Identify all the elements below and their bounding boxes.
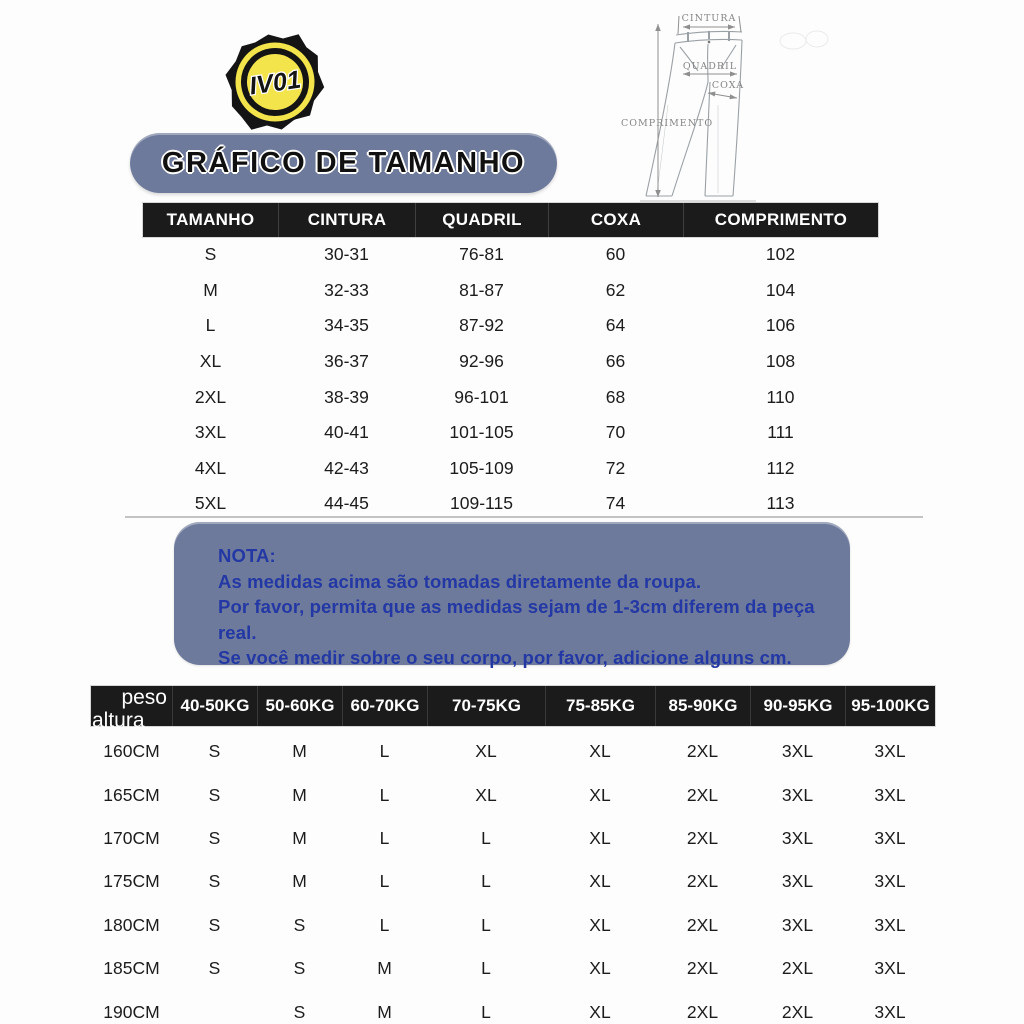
note-title: NOTA: [218, 545, 276, 566]
size-table-cell: 66 [605, 351, 626, 372]
weight-header-cell: 90-95KG [750, 686, 845, 726]
size-table-header-cell: CINTURA [278, 203, 415, 237]
height-label-cell: 170CM [103, 827, 160, 848]
size-value-cell: 3XL [874, 871, 906, 892]
size-table-cell: S [204, 244, 217, 265]
weight-height-table [91, 686, 935, 1024]
size-table-cell: 96-101 [454, 386, 509, 407]
size-value-cell: L [379, 827, 390, 848]
size-table-row [143, 344, 878, 380]
size-value-cell: M [377, 958, 392, 979]
size-table-cell: 101-105 [449, 422, 514, 443]
size-value-cell: 3XL [781, 741, 814, 762]
size-value-cell: L [481, 914, 491, 935]
size-value-cell: L [379, 871, 390, 892]
note-line: Por favor, permita que as medidas sejam de 1-3cm diferem da peça real. [218, 596, 815, 643]
size-table-cell: 70 [605, 422, 626, 443]
size-value-cell: 2XL [781, 958, 814, 979]
size-table-cell: 81-87 [459, 279, 504, 300]
height-label-cell: 160CM [103, 741, 160, 762]
size-value-cell: 3XL [874, 914, 906, 935]
height-label-cell: 185CM [103, 958, 160, 979]
weight-height-row [91, 730, 935, 773]
size-value-cell: 3XL [781, 784, 814, 805]
corner-label-altura: altura [92, 709, 145, 732]
weight-height-row [91, 860, 935, 903]
size-table-cell: 42-43 [324, 457, 369, 478]
weight-height-row [91, 947, 935, 990]
size-value-cell: L [481, 958, 491, 979]
size-table-cell: 4XL [194, 457, 227, 478]
weight-header-cell: 40-50KG [172, 686, 257, 726]
size-table [143, 203, 878, 522]
size-table-row [143, 379, 878, 415]
size-table-cell: 30-31 [324, 244, 369, 265]
size-value-cell: 3XL [781, 871, 814, 892]
size-table-header-cell: COMPRIMENTO [683, 203, 878, 237]
size-value-cell: 3XL [874, 958, 906, 979]
size-table-row [143, 451, 878, 487]
brand-badge [218, 32, 332, 132]
size-table-cell: 5XL [194, 493, 227, 514]
size-value-cell: 2XL [686, 958, 719, 979]
size-table-cell: 38-39 [324, 386, 369, 407]
weight-header-cell: 70-75KG [427, 686, 545, 726]
size-value-cell: 3XL [874, 741, 906, 762]
size-table-header-cell: COXA [548, 203, 683, 237]
weight-height-row [91, 904, 935, 947]
size-value-cell: L [379, 914, 390, 935]
size-value-cell: XL [589, 871, 611, 892]
weight-height-body [91, 726, 935, 1024]
size-table-cell: 105-109 [449, 457, 514, 478]
weight-height-row [91, 990, 935, 1024]
size-table-header-cell: TAMANHO [166, 210, 255, 229]
size-table-cell: 106 [765, 315, 796, 336]
size-value-cell: L [481, 871, 491, 892]
size-table-cell: 110 [766, 386, 795, 407]
size-table-row [143, 273, 878, 309]
size-table-cell: 64 [605, 315, 626, 336]
size-table-cell: XL [199, 351, 222, 372]
size-table-cell: 60 [605, 244, 626, 265]
size-value-cell: 3XL [781, 914, 814, 935]
size-value-cell: XL [589, 827, 611, 848]
size-value-cell: 2XL [686, 827, 719, 848]
size-table-cell: 113 [766, 493, 795, 514]
size-table-cell: 68 [605, 386, 626, 407]
diagram-label-coxa: COXA [711, 80, 745, 91]
badge-label: IV01 [247, 65, 303, 101]
size-value-cell: 3XL [781, 827, 814, 848]
size-value-cell: L [481, 1001, 491, 1022]
size-table-cell: 102 [765, 244, 796, 265]
size-value-cell: S [208, 784, 221, 805]
weight-header-cell: 85-90KG [655, 686, 750, 726]
size-table-row [143, 308, 878, 344]
diagram-label-comprimento: COMPRIMENTO [621, 118, 714, 129]
size-table-cell: 62 [605, 279, 626, 300]
size-table-cell: 36-37 [324, 351, 369, 372]
watermark [780, 31, 828, 49]
size-table-cell: 72 [605, 457, 626, 478]
size-value-cell: 2XL [686, 784, 719, 805]
corner-cell [91, 686, 172, 732]
size-table-cell: 112 [766, 457, 795, 478]
size-value-cell: 2XL [686, 1001, 719, 1022]
size-value-cell: S [293, 958, 306, 979]
size-value-cell: S [208, 958, 221, 979]
size-value-cell: M [292, 741, 307, 762]
size-table-cell: 109-115 [450, 493, 513, 514]
height-label-cell: 190CM [103, 1001, 160, 1022]
size-value-cell: XL [589, 914, 611, 935]
height-label-cell: 165CM [103, 784, 160, 805]
size-value-cell: M [292, 784, 307, 805]
size-table-cell: M [203, 279, 218, 300]
size-value-cell: M [292, 871, 307, 892]
size-table-header-cell: QUADRIL [415, 203, 548, 237]
size-value-cell: 2XL [686, 914, 719, 935]
size-value-cell: 3XL [874, 827, 906, 848]
size-value-cell: XL [589, 1001, 611, 1022]
size-table-cell: 92-96 [459, 351, 504, 372]
weight-height-header [91, 686, 935, 732]
size-table-cell: L [205, 315, 216, 336]
size-value-cell: L [379, 741, 390, 762]
size-table-cell: 111 [767, 422, 794, 443]
weight-height-row [91, 817, 935, 860]
diagram-label-cintura: CINTURA [681, 13, 737, 24]
size-value-cell: 2XL [686, 871, 719, 892]
note-line: Se você medir sobre o seu corpo, por favor, adicione alguns cm. [218, 647, 792, 668]
size-value-cell: S [293, 1001, 306, 1022]
size-value-cell: 3XL [874, 1001, 906, 1022]
size-table-cell: 108 [765, 351, 796, 372]
size-value-cell: S [208, 914, 221, 935]
pants-measurement-diagram [610, 5, 910, 205]
size-table-cell: 40-41 [324, 422, 369, 443]
size-value-cell: L [379, 784, 390, 805]
size-table-cell: 104 [765, 279, 796, 300]
size-value-cell: M [377, 1001, 392, 1022]
weight-height-row [91, 773, 935, 816]
size-value-cell: 2XL [686, 741, 719, 762]
title-banner [130, 133, 557, 193]
size-value-cell: L [481, 827, 491, 848]
pants-outline [640, 31, 756, 201]
size-value-cell: S [208, 871, 221, 892]
corner-label-peso: peso [121, 686, 167, 709]
weight-header-cell: 60-70KG [342, 686, 427, 726]
size-value-cell: XL [589, 958, 611, 979]
size-table-cell: 44-45 [324, 493, 369, 514]
size-value-cell: S [293, 914, 306, 935]
size-value-cell: M [292, 827, 307, 848]
size-table-body [143, 237, 878, 522]
size-table-cell: 3XL [194, 422, 227, 443]
weight-header-cell: 95-100KG [845, 686, 935, 726]
size-table-cell: 87-92 [459, 315, 504, 336]
size-table-cell: 34-35 [324, 315, 369, 336]
size-table-cell: 32-33 [324, 279, 369, 300]
size-value-cell: 3XL [874, 784, 906, 805]
size-value-cell: S [208, 741, 221, 762]
measurement-arrows [655, 16, 741, 197]
size-value-cell: XL [589, 741, 611, 762]
size-table-cell: 2XL [194, 386, 227, 407]
weight-header-cell: 50-60KG [257, 686, 342, 726]
height-label-cell: 180CM [103, 914, 160, 935]
size-value-cell: XL [589, 784, 611, 805]
size-table-cell: 74 [605, 493, 626, 514]
divider-line [125, 516, 923, 518]
size-table-row [143, 237, 878, 273]
size-table-row [143, 415, 878, 451]
size-value-cell: XL [475, 784, 497, 805]
size-value-cell: XL [475, 741, 497, 762]
size-table-cell: 76-81 [459, 244, 504, 265]
size-table-header [143, 203, 878, 237]
size-value-cell: S [208, 827, 221, 848]
diagram-label-quadril: QUADRIL [682, 61, 738, 72]
note-line: As medidas acima são tomadas diretamente da roupa. [218, 570, 702, 592]
weight-header-cell: 75-85KG [545, 686, 655, 726]
page-title: GRÁFICO DE TAMANHO [161, 146, 526, 179]
height-label-cell: 175CM [103, 871, 160, 892]
note-box [174, 522, 850, 668]
size-value-cell: 2XL [781, 1001, 814, 1022]
